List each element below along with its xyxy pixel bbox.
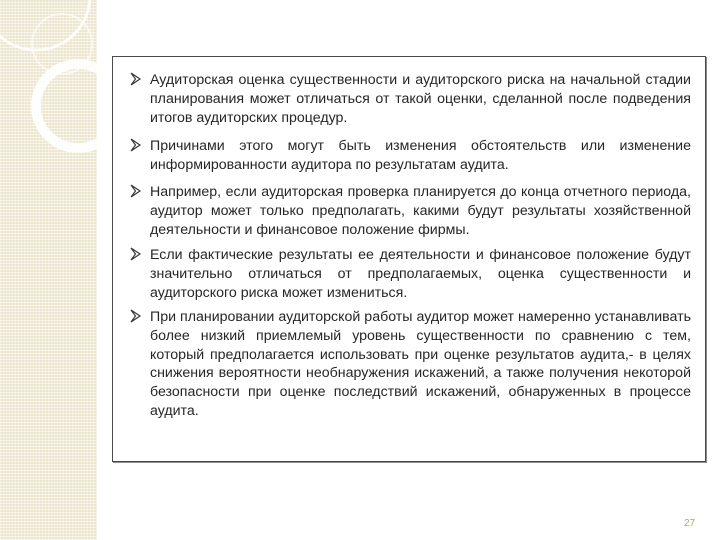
arrow-bullet-icon (130, 72, 142, 86)
decorative-side-band (0, 0, 97, 540)
arrow-bullet-icon (130, 138, 142, 152)
bullet-text: Если фактические результаты ее деятельности и финансовое положение будут значительно отличаться от предполагаемых, оценка существенности и аудиторского риска может измениться. (150, 247, 691, 301)
arrow-bullet-icon (130, 247, 142, 261)
bullet-text: Аудиторская оценка существенности и аудиторского риска на начальной стадии планирования может отличаться от такой оценки, сделанной после подведения итогов аудиторских процедур. (150, 72, 691, 126)
arrow-bullet-icon (130, 184, 142, 198)
bullet-text: При планировании аудиторской работы аудитор может намеренно устанавливать более низкий приемлемый уровень существенности по сравнению с тем, который предполагается использовать при оценке результатов аудита,- в целях снижения вероятности необнаружения искажений, а также получения некоторой безопасности при оценке последствий искажений, обнаруженных в процессе аудита. (150, 309, 691, 419)
bullet-text: Причинами этого могут быть изменения обстоятельств или изменение информированности аудитора по результатам аудита. (150, 138, 691, 173)
decorative-circles-graphic (0, 0, 97, 540)
slide-content-box (112, 56, 706, 462)
arrow-bullet-icon (130, 309, 142, 323)
page-number: 27 (684, 518, 696, 529)
bullet-text: Например, если аудиторская проверка планируется до конца отчетного периода, аудитор может только предполагать, какими будут результаты хозяйственной деятельности и финансовое положение фирмы. (150, 184, 691, 238)
